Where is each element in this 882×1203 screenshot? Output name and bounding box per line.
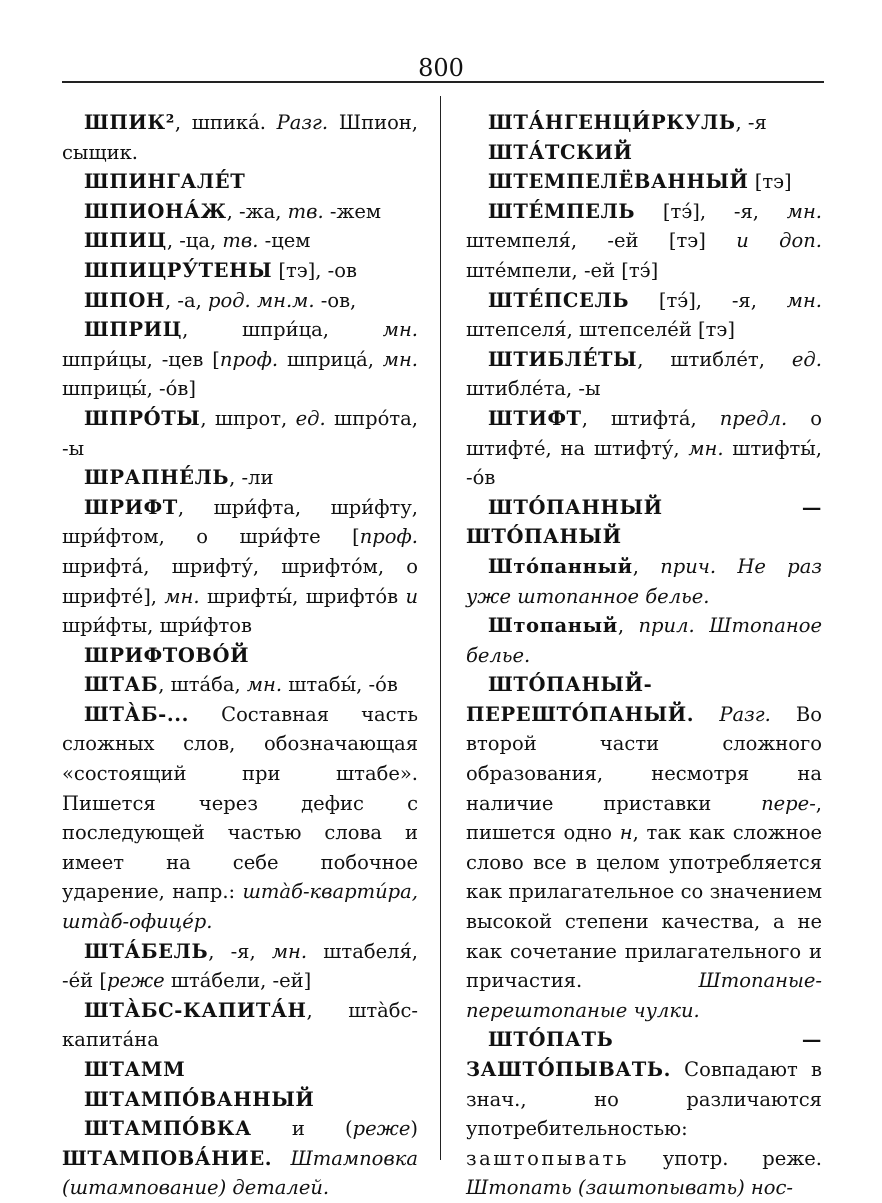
label: и доп.: [736, 229, 822, 253]
headword: ШПИЦ: [84, 229, 167, 253]
entry-shpits: [62, 226, 418, 256]
headword: ШТА̀Б-...: [84, 702, 190, 726]
entry-shtab_prefix: [62, 700, 418, 937]
headword: ШТИФТ: [488, 406, 582, 430]
label: род. мн.: [207, 288, 293, 312]
entry-text: , шпрот,: [200, 406, 296, 430]
entry-text: шприца́,: [278, 347, 383, 371]
entry-shproty: [62, 404, 418, 463]
entry-text: , штибле́т,: [637, 347, 792, 371]
entry-shpingalet: [62, 167, 418, 197]
entry-shpon: [62, 286, 418, 316]
headword: ШПИЦРУ́ТЕНЫ: [84, 258, 273, 282]
entry-text: , -а,: [164, 288, 208, 312]
entry-shtopanny_ex: [466, 552, 822, 611]
headword: ШТАМПО́ВКА: [84, 1117, 252, 1141]
entry-text: , пишется одно: [466, 791, 822, 845]
entry-shtepsel: [466, 286, 822, 345]
label: тв.: [287, 199, 324, 223]
headword: ШТА́ТСКИЙ: [488, 140, 633, 164]
entry-shtopany_pereshtopany: [466, 670, 822, 1025]
label: Разг.: [276, 111, 329, 134]
entry-shtabs_kapitan: [62, 996, 418, 1055]
label: Разг.: [694, 702, 771, 726]
entry-text: шри́фты, шри́фтов: [62, 614, 252, 638]
header-rule: [62, 81, 824, 83]
label: ед.: [295, 406, 326, 430]
entry-text: штабеля́, -е́й [: [62, 939, 418, 993]
headword: ШТЕ́ПСЕЛЬ: [488, 288, 630, 312]
sub-headword: Штопаный: [488, 614, 618, 638]
label: мн.: [786, 199, 822, 223]
entry-text: шпро́та, -ы: [62, 406, 418, 460]
entry-shtopanny_header: [466, 493, 822, 552]
headword: ШТО́ПАНЫЙ-ПЕРЕШТО́ПАНЫЙ.: [466, 673, 695, 726]
entry-text: , шпри́ца,: [182, 318, 383, 342]
headword: ШПРО́ТЫ: [84, 406, 201, 430]
entry-shtampovka: [62, 1114, 418, 1203]
label: проф.: [219, 347, 279, 371]
headword: ШТИБЛЕ́ТЫ: [488, 347, 638, 371]
headword: ШТО́ПАТЬ — ЗАШТО́ПЫВАТЬ.: [466, 1028, 822, 1081]
example: Не раз уже штопанное белье.: [466, 554, 822, 608]
label: реже: [106, 969, 165, 993]
left-column: [62, 108, 418, 1203]
headword: ШТО́ПАННЫЙ — ШТО́ПАНЫЙ: [466, 495, 822, 549]
entry-text: употр. реже.: [628, 1146, 822, 1170]
label: мн.: [271, 939, 308, 963]
entry-text: штифты́, -о́в: [466, 436, 822, 490]
entry-shtopat: [466, 1025, 822, 1203]
entry-text: шрифта́, шрифту́, шрифто́м, о шрифте́],: [62, 554, 418, 608]
entry-text: , -я: [735, 111, 767, 134]
label: н: [619, 821, 633, 845]
entry-text: ,: [632, 554, 661, 578]
example: Штопать (заштопывать) нос-: [466, 1176, 793, 1200]
headword: ШПРИЦ: [84, 318, 183, 342]
example: Штамповка (штампование) деталей.: [62, 1146, 418, 1200]
headword: ШПИОНА́Ж: [84, 199, 227, 223]
label: пере-: [761, 791, 816, 815]
entry-text: -ов,: [314, 288, 357, 312]
entry-shrift: [62, 493, 418, 641]
example: Штопаные-перештопаные чулки.: [466, 969, 822, 1022]
entry-text: , штифта́,: [581, 406, 720, 430]
headword: ШПОН: [84, 288, 165, 312]
entry-text: штабы́, -о́в: [282, 673, 398, 697]
label: мн.: [786, 288, 822, 312]
label: прил.: [638, 614, 695, 638]
entry-text: штепселя́, штепселе́й [тэ]: [466, 318, 735, 342]
label: проф.: [359, 525, 418, 549]
entry-shriftovoi: [62, 641, 418, 671]
label: мн.: [382, 318, 418, 342]
entry-shtampovanny: [62, 1085, 418, 1115]
headword: ШРИФТОВО́Й: [84, 643, 250, 667]
headword: ШТАМПОВА́НИЕ.: [62, 1146, 273, 1170]
headword: ШТА̀БС-КАПИТА́Н: [84, 998, 307, 1022]
entry-text: шрифты́, шрифто́в: [199, 584, 406, 608]
headword: ШРИФТ: [84, 495, 178, 519]
label: м.: [292, 288, 315, 312]
headword: ШПИНГАЛЕ́Т: [84, 170, 246, 194]
entry-shtangentsirkul: [466, 108, 822, 138]
entry-text: ): [410, 1117, 418, 1141]
entry-text: , шпика́.: [174, 111, 277, 134]
entry-text: [тэ], -ов: [272, 258, 357, 282]
column-divider: [440, 96, 441, 1160]
label: мн.: [688, 436, 724, 460]
entry-text: [тэ́], -я,: [629, 288, 787, 312]
entry-shtatsky: [466, 138, 822, 168]
entry-shtabel: [62, 937, 418, 996]
entry-text: ,: [617, 614, 639, 638]
entry-shrapnel: [62, 463, 418, 493]
headword: ШТА́БЕЛЬ: [84, 939, 209, 963]
label: реже: [352, 1117, 411, 1141]
example: Штопаное белье.: [466, 614, 822, 667]
entry-text: о штифте́, на штифту́,: [466, 406, 822, 460]
entry-text: шприцы́, -о́в]: [62, 377, 196, 401]
headword: ШТАБ: [84, 673, 159, 697]
entry-text: Шпион, сыщик.: [62, 111, 418, 164]
entry-text: -цем: [258, 229, 311, 253]
label: ед.: [791, 347, 822, 371]
entry-text: [тэ]: [748, 170, 792, 194]
headword: ШРАПНЕ́ЛЬ: [84, 466, 230, 490]
entry-text: , -ца,: [166, 229, 223, 253]
entry-text: шта́бели, -ей]: [164, 969, 312, 993]
entry-text: штибле́та, -ы: [466, 377, 601, 401]
entry-shprits: [62, 315, 418, 404]
entry-text: ште́мпели, -ей [тэ́]: [466, 258, 659, 282]
entry-text: , -ли: [229, 466, 274, 490]
entry-text: шпри́цы, -цев [: [62, 347, 220, 371]
sub-headword: Што́панный: [488, 554, 633, 578]
label: тв.: [222, 229, 259, 253]
entry-text: Составная часть сложных слов, обозначающая «состоящий при штабе». Пишется через дефис с последующей частью слова и имеет на себе побочное ударение, напр.:: [62, 702, 418, 904]
headword: ШТАМПО́ВАННЫЙ: [84, 1087, 315, 1111]
label: мн.: [164, 584, 200, 608]
headword: ШПИК²: [84, 111, 175, 134]
entry-text: штемпеля́, -ей [тэ]: [466, 229, 737, 253]
entry-text: , -жа,: [226, 199, 288, 223]
spaced-word: заштопывать: [466, 1146, 629, 1170]
entry-text: , -я,: [208, 939, 272, 963]
label: мн.: [246, 673, 283, 697]
entry-text: , шта̀бс-капита́на: [62, 998, 418, 1052]
entry-shtempelevanny: [466, 167, 822, 197]
entry-shtempel: [466, 197, 822, 286]
entry-shtab: [62, 670, 418, 700]
entry-shtift: [466, 404, 822, 493]
page-number: 800: [418, 54, 464, 82]
entry-shpik: [62, 108, 418, 167]
entry-shpionazh: [62, 197, 418, 227]
entry-text: , так как сложное слово все в целом употребляется как прилагательное со значением высокой степени качества, а не как сочетание прилагательного и причастия.: [466, 821, 822, 993]
entry-text: , шта́ба,: [158, 673, 247, 697]
label: и: [405, 584, 418, 608]
headword: ШТЕМПЕЛЁВАННЫЙ: [488, 170, 749, 194]
entry-shtiblety: [466, 345, 822, 404]
entry-text: , шри́фта, шри́фту, шри́фтом, о шри́фте [: [62, 495, 418, 549]
label: прич.: [660, 554, 717, 578]
right-column: [466, 108, 822, 1203]
headword: ШТА́НГЕНЦИ́РКУЛЬ: [488, 111, 736, 134]
entry-text: и (: [251, 1117, 353, 1141]
example: шта̀б-кварти́ра, шта̀б-офице́р.: [62, 880, 418, 934]
entry-text: -жем: [323, 199, 382, 223]
entry-text: [тэ́], -я,: [635, 199, 787, 223]
headword: ШТЕ́МПЕЛЬ: [488, 199, 636, 223]
headword: ШТАММ: [84, 1058, 186, 1081]
label: предл.: [719, 406, 788, 430]
entry-shpitsruteny: [62, 256, 418, 286]
entry-text: Во второй части сложного образования, несмотря на наличие приставки: [466, 702, 822, 815]
entry-text: Совпадают в знач., но различаются употребительностью:: [466, 1058, 822, 1141]
label: мн.: [382, 347, 418, 371]
entry-shtopany_ex: [466, 611, 822, 670]
entry-shtamm: [62, 1055, 418, 1085]
